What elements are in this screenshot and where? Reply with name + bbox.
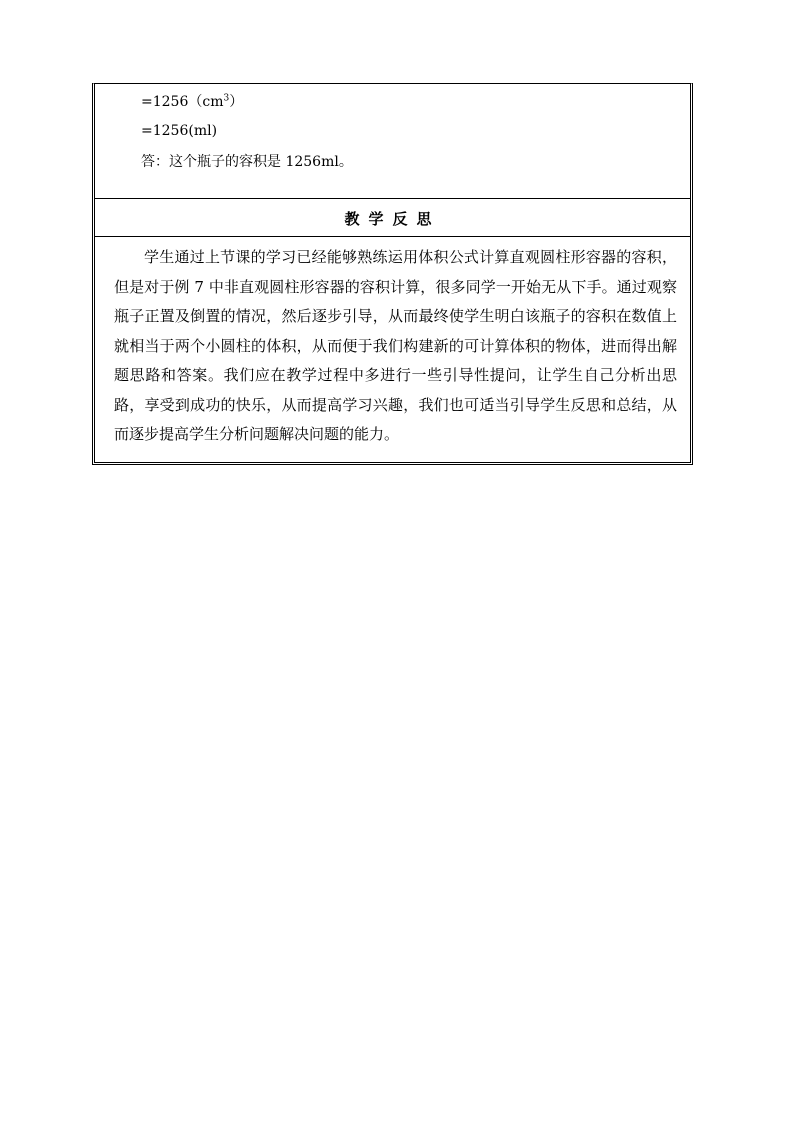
calc-line-close-paren: ）	[229, 94, 244, 110]
reflection-body-cell	[95, 237, 690, 460]
reflection-paragraph: 学生通过上节课的学习已经能够熟练运用体积公式计算直观圆柱形容器的容积，但是对于例 7 中非直观圆柱形容器的容积计算，很多同学一开始无从下手。通过观察瓶子正置及倒置的情况，然后逐步引导，从而最终使学生明白该瓶子的容积在数值上就相当于两个小圆柱的体积，从而便于我们构建新的可计算体积的物体，进而得出解题思路和答案。我们应在教学过程中多进行一些引导性提问，让学生自己分析出思路，享受到成功的快乐，从而提高学习兴趣，我们也可适当引导学生反思和总结，从而逐步提高学生分析问题解决问题的能力。	[114, 248, 677, 443]
calculation-cell	[95, 84, 690, 199]
lesson-table	[92, 83, 693, 465]
calc-line-volume-text: =1256（cm	[141, 94, 224, 110]
answer-line: 答：这个瓶子的容积是 1256ml。	[141, 154, 353, 170]
section-title: 教学反思	[344, 210, 441, 228]
reflection-header-cell	[95, 199, 690, 237]
calc-line-volume-cm3	[141, 93, 243, 111]
calc-line-volume-ml: =1256(ml)	[141, 123, 218, 139]
cubic-superscript: 3	[223, 93, 230, 104]
